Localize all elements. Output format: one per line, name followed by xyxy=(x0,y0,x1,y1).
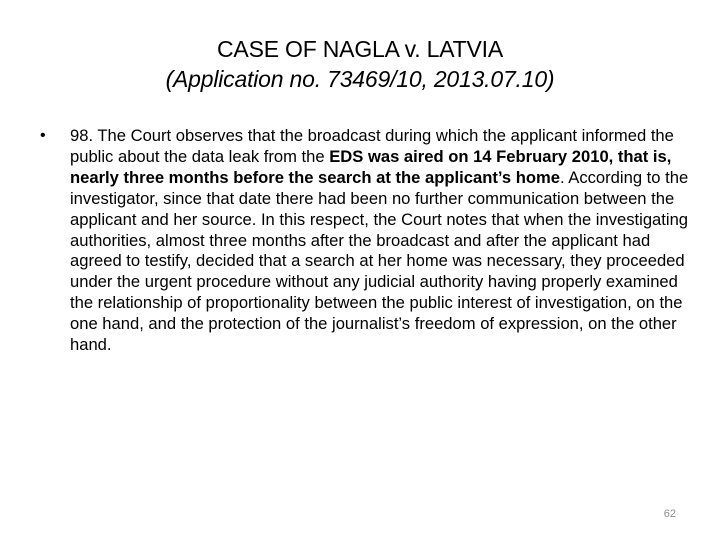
paragraph-text-part1: 98. The Court observes that the broadcast during which the applicant informed the public about the data leak from the xyxy=(70,126,674,166)
paragraph-text-bold: EDS was aired on 14 February 2010, that is, nearly three months before the search at the applicant’s home xyxy=(70,146,672,187)
slide-content xyxy=(40,126,690,356)
application-subtitle: (Application no. 73469/10, 2013.07.10) xyxy=(165,66,555,92)
bullet-item xyxy=(40,126,690,356)
case-title: CASE OF NAGLA v. LATVIA xyxy=(217,36,503,62)
bullet-icon: • xyxy=(40,127,46,144)
paragraph-text-part2: . According to the investigator, since that date there had been no further communication between the applicant and her source. In this respect, the Court notes that when the investigating authorities, almost three months after the broadcast and after the applicant had agreed to testify, decided that a search at her home was necessary, they proceeded under the urgent procedure without any judicial authority having properly examined the relationship of proportionality between the public interest of investigation, on the one hand, and the protection of the journalist’s freedom of expression, on the other hand. xyxy=(70,167,689,355)
paragraph-text xyxy=(70,126,688,354)
page-number: 62 xyxy=(663,508,676,520)
slide-title xyxy=(0,34,720,94)
